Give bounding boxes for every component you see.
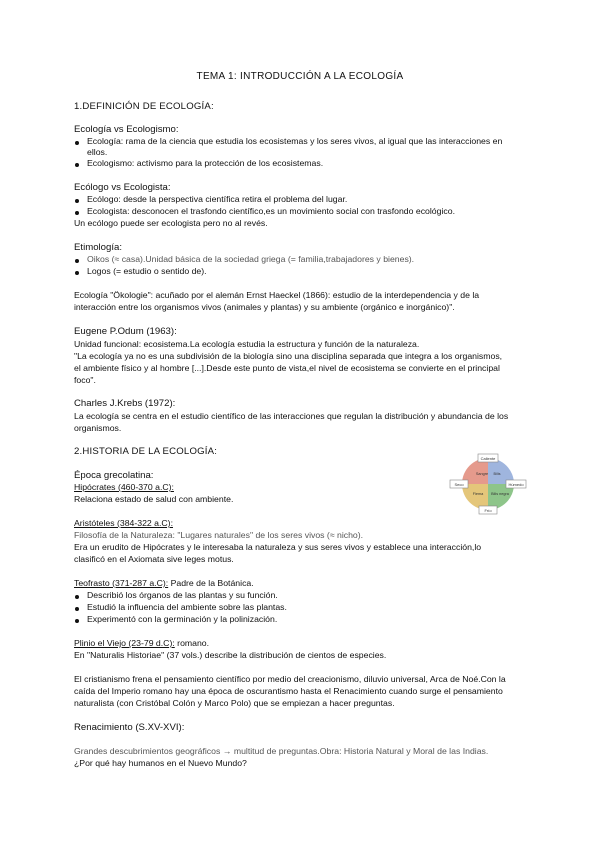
aristoteles-line3: clasificó en el Axiomata sive leges motus. (74, 554, 234, 564)
krebs-heading: Charles J.Krebs (1972): (74, 398, 176, 409)
ecologia-definition-line1: Ecología: rama de la ciencia que estudia los ecosistemas y los seres vivos, al igual que las interacciones en (87, 136, 503, 146)
okologie-line2: interacción entre los organismos vivos (animales y plantas) y su ambiente (orgánico e inorgánico)". (74, 302, 455, 312)
odum-line2: "La ecología ya no es una subdivisión de la biología sino una disciplina separada que integra a los organismos, (74, 351, 503, 361)
bullet (75, 607, 79, 611)
aristoteles-line1: Filosofía de la Naturaleza: "Lugares naturales" de los seres vivos (≈ nicho). (74, 530, 364, 540)
diagram-q1: Sangre (475, 472, 489, 476)
epoca-grecolatina-heading: Época grecolatina: (74, 470, 154, 481)
odum-line1: Unidad funcional: ecosistema.La ecología estudia la estructura y función de la naturaleza. (74, 339, 420, 349)
plinio-name: Plinio el Viejo (23-79 d.C): (74, 638, 175, 648)
ecologismo-definition: Ecologismo: activismo para la protección de los ecosistemas. (87, 158, 324, 168)
teofrasto-rest: Padre de la Botánica. (168, 578, 254, 588)
okologie-line1: Ecología "Ökologie": acuñado por el alemán Ernst Haeckel (1866): estudio de la interdependencia y de la (74, 290, 480, 300)
plinio-line2: En "Naturalis Historiae" (37 vols.) describe la distribución de cientos de especies. (74, 650, 387, 660)
ecologia-definition-line2: ellos. (87, 147, 108, 157)
diagram-label-right: Húmedo (508, 482, 524, 487)
bullet (75, 259, 79, 263)
renacimiento-line1: Grandes descubrimientos geográficos → multitud de preguntas.Obra: Historia Natural y Moral de las Indias. (74, 746, 489, 756)
bullet (75, 141, 79, 145)
ecologia-vs-heading: Ecología vs Ecologismo: (74, 124, 179, 135)
diagram-q3: Bilis negra (491, 492, 509, 496)
renacimiento-heading: Renacimiento (S.XV-XVI): (74, 722, 185, 733)
plinio-line (74, 638, 209, 650)
bullet (75, 271, 79, 275)
hipocrates-name: Hipócrates (460-370 a.C): (74, 482, 174, 492)
section-2-heading: 2.HISTORIA DE LA ECOLOGÍA: (74, 446, 218, 457)
ecologista-definition: Ecologista: desconocen el trasfondo científico,es un movimiento social con trasfondo ecológico. (87, 206, 455, 216)
teofrasto-item2: Estudió la influencia del ambiente sobre las plantas. (87, 602, 287, 612)
diagram-label-left: Seco (454, 482, 464, 487)
teofrasto-item3: Experimentó con la germinación y la polinización. (87, 614, 278, 624)
logos-item: Logos (= estudio o sentido de). (87, 266, 207, 276)
teofrasto-name: Teofrasto (371-287 a.C): (74, 578, 169, 588)
bullet (75, 211, 79, 215)
page-title: TEMA 1: INTRODUCCIÓN A LA ECOLOGÍA (196, 71, 404, 82)
hipocrates-text: Relaciona estado de salud con ambiente. (74, 494, 234, 504)
ecologo-definition: Ecólogo: desde la perspectiva científica retira el problema del lugar. (87, 194, 348, 204)
odum-heading: Eugene P.Odum (1963): (74, 326, 177, 337)
renacimiento-line2: ¿Por qué hay humanos en el Nuevo Mundo? (74, 758, 247, 768)
etimologia-heading: Etimología: (74, 242, 122, 253)
diagram-label-bottom: Frío (484, 508, 492, 513)
bullet (75, 163, 79, 167)
ecologo-vs-heading: Ecólogo vs Ecologista: (74, 182, 171, 193)
odum-line4: foco". (74, 375, 96, 385)
section-1-heading: 1.DEFINICIÓN DE ECOLOGÍA: (74, 101, 214, 112)
plinio-rest: romano. (174, 638, 210, 648)
bullet (75, 199, 79, 203)
krebs-line1: La ecología se centra en el estudio científico de las interacciones que regulan la distribución y abundancia de los (74, 411, 509, 421)
odum-line3: el ambiente físico y al hombre [...].Desde este punto de vista,el nivel de ecosistema se convierte en el principal (74, 363, 500, 373)
diagram-label-top: Caliente (480, 456, 496, 461)
humors-diagram (448, 453, 528, 515)
bullet (75, 595, 79, 599)
teofrasto-item1: Describió los órganos de las plantas y su función. (87, 590, 278, 600)
cristianismo-line1: El cristianismo frena el pensamiento científico por medio del creacionismo, diluvio universal, Arca de Noé.Con la (74, 674, 506, 684)
teofrasto-line (74, 578, 254, 590)
cristianismo-line2: caída del Imperio romano hay una época de oscurantismo hasta el Renacimiento cuando surge el pensamiento (74, 686, 503, 696)
bullet (75, 619, 79, 623)
cristianismo-line3: naturalista (con Cristóbal Colón y Marco Polo) que se empiezan a hacer preguntas. (74, 698, 395, 708)
aristoteles-line2: Era un erudito de Hipócrates y le interesaba la naturaleza y sus seres vivos y establece una interacción,lo (74, 542, 482, 552)
aristoteles-name: Aristóteles (384-322 a.C): (74, 518, 173, 528)
krebs-line2: organismos. (74, 423, 122, 433)
ecologo-note: Un ecólogo puede ser ecologista pero no al revés. (74, 218, 268, 228)
diagram-q4: Flema (472, 492, 484, 496)
diagram-q2: Bilis (493, 472, 501, 476)
oikos-item: Oikos (≈ casa).Unidad básica de la sociedad griega (= familia,trabajadores y bienes). (87, 254, 415, 264)
